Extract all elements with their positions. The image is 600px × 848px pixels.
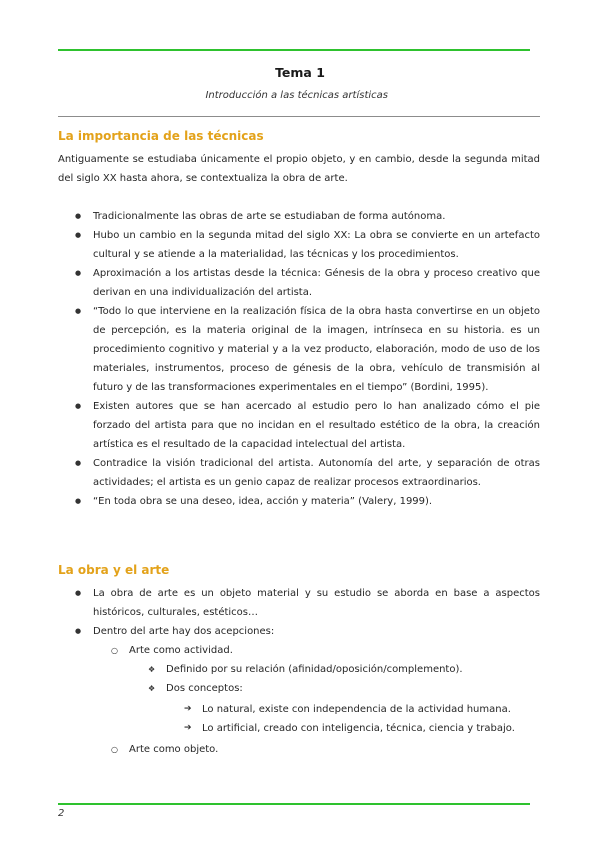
- title-divider: [58, 116, 540, 117]
- list-item: ● Aproximación a los artistas desde la técnica: Génesis de la obra y proceso creativo que derivan en una individualización del artista.: [93, 264, 540, 302]
- page-title: Tema 1: [275, 65, 325, 80]
- header-rule: [58, 49, 530, 51]
- page-number: 2: [58, 808, 65, 819]
- list-item: ● La obra de arte es un objeto material y su estudio se aborda en base a aspectos históricos, culturales, estéticos…: [93, 584, 540, 622]
- list-item: ● Hubo un cambio en la segunda mitad del siglo XX: La obra se convierte en un artefacto cultural y se atiende a la materialidad, las técnicas y los procedimientos.: [93, 226, 540, 264]
- section-heading-tecnicas: La importancia de las técnicas: [58, 129, 264, 143]
- list-item: ➔ Lo artificial, creado con inteligencia, técnica, ciencia y trabajo.: [202, 719, 540, 738]
- list-item: ● Dentro del arte hay dos acepciones:: [93, 622, 540, 641]
- list-item: ● Existen autores que se han acercado al estudio pero lo han analizado cómo el pie forzado del artista para que no incidan en el resultado estético de la obra, la creación artística es el resultado de la capacidad intelectual del artista.: [93, 397, 540, 454]
- list-item: ● “Todo lo que interviene en la realización física de la obra hasta convertirse en un objeto de percepción, es la materia original de la imagen, intrínseca en su historia. es un procedimiento cognitivo y material y a la vez producto, elaboración, modo de uso de los materiales, instrumentos, proceso de génesis de la obra, vehículo de transmisión al futuro y de las transformaciones experimentales en el tiempo” (Bordini, 1995).: [93, 302, 540, 397]
- list-item: ● “En toda obra se una deseo, idea, acción y materia” (Valery, 1999).: [93, 492, 540, 511]
- list-item: ○ Arte como objeto.: [129, 740, 540, 759]
- intro-paragraph: Antiguamente se estudiaba únicamente el propio objeto, y en cambio, desde la segunda mitad del siglo XX hasta ahora, se contextualiza la obra de arte.: [58, 154, 540, 184]
- section-heading-obra-arte: La obra y el arte: [58, 563, 170, 577]
- tecnicas-bullet-list: [93, 207, 540, 511]
- acepcion-list: [129, 641, 540, 660]
- list-item: ➔ Lo natural, existe con independencia de la actividad humana.: [202, 700, 540, 719]
- page-subtitle: Introducción a las técnicas artísticas: [205, 90, 388, 101]
- list-item: ● Contradice la visión tradicional del artista. Autonomía del arte, y separación de otras actividades; el artista es un genio capaz de realizar procesos extraordinarios.: [93, 454, 540, 492]
- conceptos-list: [202, 700, 540, 738]
- list-item: ❖ Dos conceptos:: [166, 679, 540, 698]
- list-item: ❖ Definido por su relación (afinidad/oposición/complemento).: [166, 660, 540, 679]
- obra-bullet-list: [93, 584, 540, 641]
- actividad-detail-list: [166, 660, 540, 698]
- acepcion-list-2: [129, 740, 540, 759]
- list-item: ○ Arte como actividad.: [129, 641, 540, 660]
- footer-rule: [58, 803, 530, 805]
- list-item: ● Tradicionalmente las obras de arte se estudiaban de forma autónoma.: [93, 207, 540, 226]
